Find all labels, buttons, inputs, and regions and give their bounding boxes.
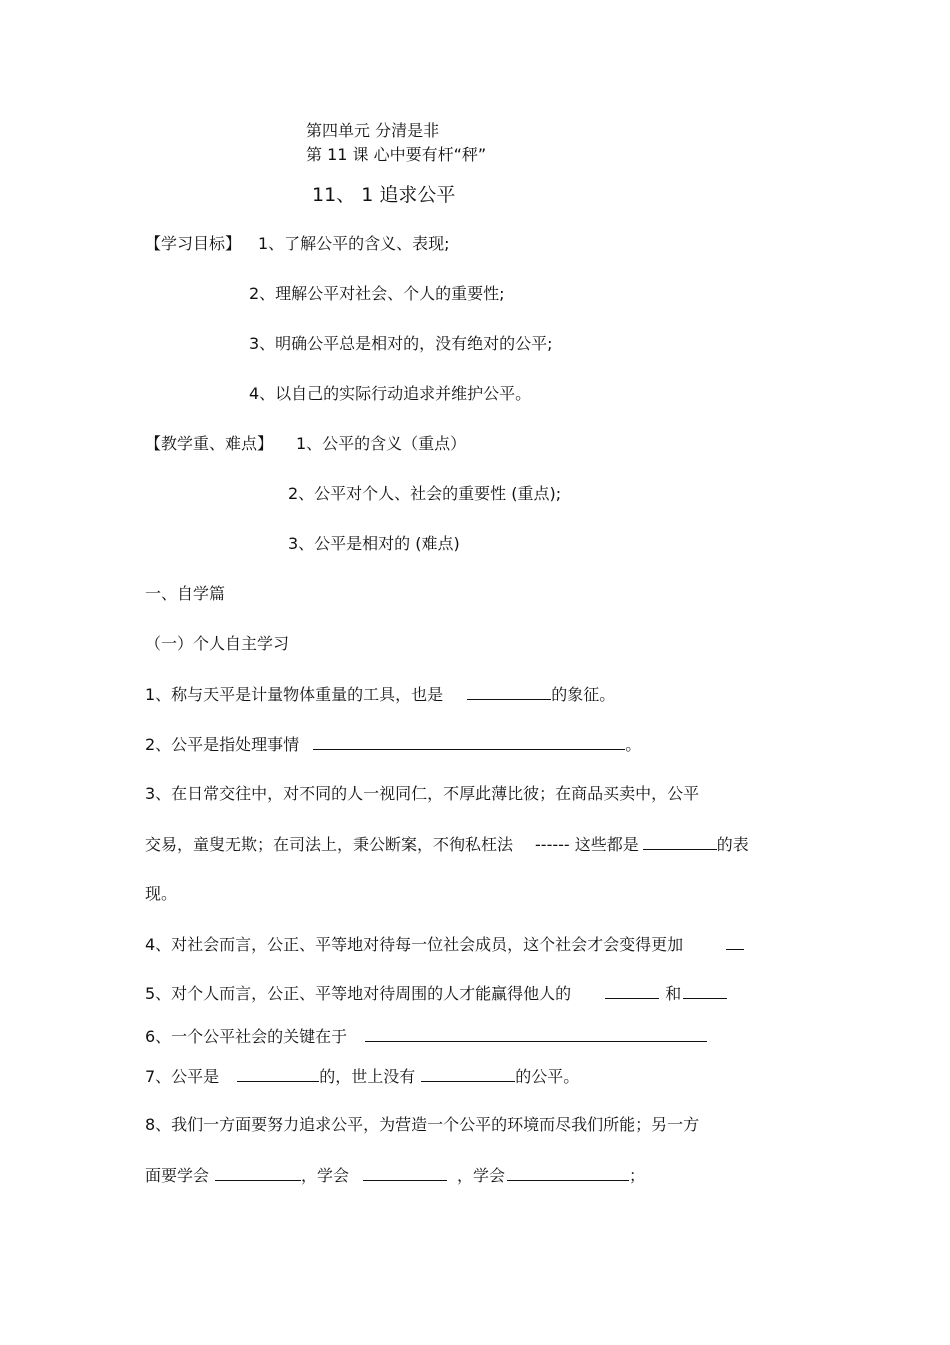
question-text: 2、公平是指处理事情: [145, 735, 300, 754]
question-text: ，学会: [301, 1166, 350, 1185]
question-3-line-1: 3、在日常交往中，对不同的人一视同仁，不厚此薄比彼；在商品买卖中，公平: [145, 784, 700, 803]
answer-blank[interactable]: [605, 983, 659, 999]
question-text: 交易，童叟无欺；在司法上，秉公断案，不徇私枉法: [145, 835, 514, 854]
question-text: 的象征。: [551, 685, 616, 704]
question-text: 的公平。: [515, 1067, 580, 1086]
section-title: 11、 1 追求公平: [312, 184, 456, 206]
answer-blank[interactable]: [467, 684, 551, 700]
answer-blank[interactable]: [363, 1165, 447, 1181]
question-text: ------ 这些都是: [535, 835, 639, 854]
question-2: [145, 734, 641, 755]
unit-title: 第四单元 分清是非: [306, 121, 440, 140]
answer-blank[interactable]: [421, 1066, 515, 1082]
key-point-item: 2、公平对个人、社会的重要性 (重点);: [288, 484, 562, 503]
answer-blank[interactable]: [313, 734, 625, 750]
answer-blank[interactable]: [215, 1165, 301, 1181]
question-text: 的表: [716, 835, 749, 854]
question-5: [145, 983, 727, 1004]
question-text: 4、对社会而言，公正、平等地对待每一位社会成员，这个社会才会变得更加: [145, 935, 684, 954]
question-text: 面要学会: [145, 1166, 210, 1185]
objective-item: 4、以自己的实际行动追求并维护公平。: [249, 384, 532, 403]
key-points-label: 【教学重、难点】: [145, 434, 274, 453]
lesson-title: 第 11 课 心中要有杆“秤”: [306, 145, 487, 164]
objective-item: 2、理解公平对社会、个人的重要性;: [249, 284, 505, 303]
question-6: [145, 1026, 707, 1047]
answer-blank[interactable]: [683, 983, 727, 999]
question-text: 的，世上没有: [319, 1067, 416, 1086]
key-point-item: 3、公平是相对的 (难点): [288, 534, 460, 553]
question-1: [145, 684, 615, 705]
question-text: 6、一个公平社会的关键在于: [145, 1027, 348, 1046]
question-3-line-3: 现。: [145, 884, 178, 903]
question-text: ，学会: [457, 1166, 506, 1185]
objective-item: 1、了解公平的含义、表现;: [258, 234, 450, 253]
question-text: 1、称与天平是计量物体重量的工具，也是: [145, 685, 444, 704]
part-subheading: （一）个人自主学习: [145, 634, 290, 653]
question-7: [145, 1066, 579, 1087]
question-3-line-2: [145, 834, 749, 855]
question-text: ；: [629, 1166, 646, 1185]
answer-blank[interactable]: [726, 934, 744, 950]
objectives-label: 【学习目标】: [145, 234, 242, 253]
answer-blank[interactable]: [507, 1165, 629, 1181]
question-text: 7、公平是: [145, 1067, 220, 1086]
answer-blank[interactable]: [237, 1066, 319, 1082]
part-heading: 一、自学篇: [145, 584, 226, 603]
objective-item: 3、明确公平总是相对的，没有绝对的公平;: [249, 334, 553, 353]
question-text: 和: [665, 984, 682, 1003]
question-8-line-2: [145, 1165, 645, 1186]
question-4: [145, 934, 744, 955]
answer-blank[interactable]: [643, 834, 717, 850]
answer-blank[interactable]: [365, 1026, 707, 1042]
question-8-line-1: 8、我们一方面要努力追求公平，为营造一个公平的环境而尽我们所能；另一方: [145, 1115, 700, 1134]
key-point-item: 1、公平的含义（重点）: [296, 434, 467, 453]
question-text: 5、对个人而言，公正、平等地对待周围的人才能赢得他人的: [145, 984, 572, 1003]
question-text: 。: [625, 735, 642, 754]
